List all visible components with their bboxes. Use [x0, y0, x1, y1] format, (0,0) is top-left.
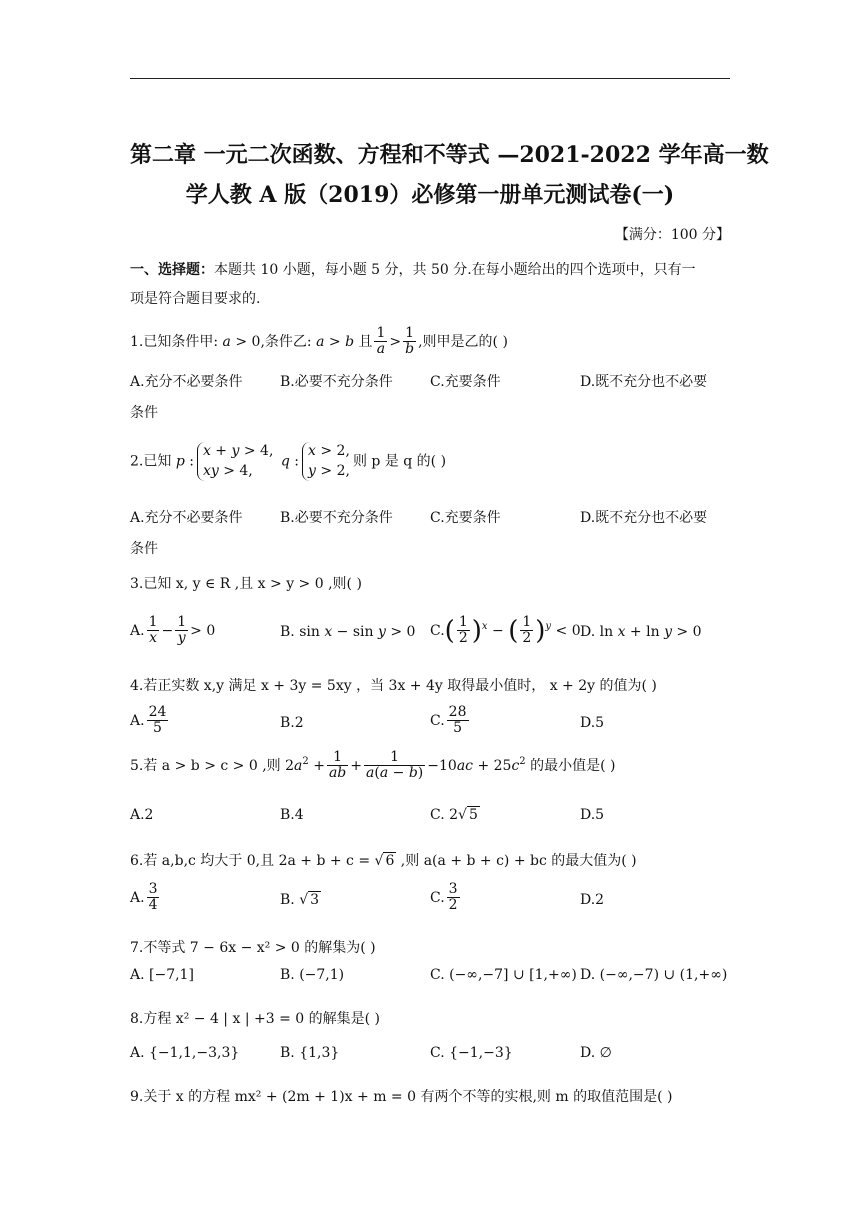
q5-option-d[interactable]: D.5 — [580, 807, 605, 823]
q1-option-b[interactable]: B.必要不充分条件 — [280, 374, 393, 390]
q1-option-d-wrap: 条件 — [130, 405, 158, 421]
question-2-options — [130, 507, 750, 529]
q2-option-d-wrap: 条件 — [130, 541, 158, 557]
q1-option-c[interactable]: C.充要条件 — [430, 374, 501, 390]
q5-suffix: 的最小值是( ) — [525, 757, 616, 774]
q2-prefix: 2.已知 — [130, 453, 176, 470]
exam-title-line1: 第二章 一元二次函数、方程和不等式 —2021-2022 学年高一数 — [130, 142, 769, 168]
q7-option-c[interactable]: C. (−∞,−7] ∪ [1,+∞) — [430, 967, 577, 983]
q2-option-c[interactable]: C.充要条件 — [430, 510, 501, 526]
q8-option-c[interactable]: C. {−1,−3} — [430, 1045, 513, 1061]
question-6-stem: 6.若 a,b,c 均大于 0,且 2a + b + c = √ 6 ,则 a(a + b + c) + bc 的最大值为( ) — [130, 853, 637, 869]
q4-option-a[interactable]: A. $\frac{24}{5}$ — [130, 704, 167, 737]
question-2-stem: 2.已知 p :x + y > 4, xy > 4, q :x > 2, y > 2,则 p 是 q 的( ) — [130, 442, 740, 481]
q1-mid1: ,条件乙: — [260, 333, 317, 350]
section-instructions — [130, 256, 730, 314]
q7-option-d[interactable]: D. (−∞,−7) ∪ (1,+∞) — [580, 967, 728, 983]
question-6-options — [130, 882, 750, 922]
q1-option-a[interactable]: A.充分不必要条件 — [130, 374, 243, 390]
q6-suffix: ,则 a(a + b + c) + bc 的最大值为( ) — [396, 853, 637, 869]
q3-option-a[interactable]: A. $\frac{1}{x}$ − $\frac{1}{y}$ > 0 — [130, 614, 216, 647]
q2-system-q: x > 2, y > 2, — [302, 442, 350, 481]
q7-option-b[interactable]: B. (−7,1) — [280, 967, 345, 983]
section-text-2: 项是符合题目要求的. — [130, 291, 261, 307]
q5-option-a[interactable]: A.2 — [130, 807, 154, 823]
q3-option-d[interactable]: D. ln x + ln y > 0 — [580, 624, 702, 640]
top-rule — [130, 78, 730, 79]
q1-option-d[interactable]: D.既不充分也不必要 — [580, 374, 708, 390]
q8-option-b[interactable]: B. {1,3} — [280, 1045, 340, 1061]
q1-mid2: 且 — [358, 333, 373, 350]
q6-option-d[interactable]: D.2 — [580, 892, 605, 908]
question-3-stem: 3.已知 x, y ∈ R ,且 x > y > 0 ,则( ) — [130, 576, 362, 592]
q2-option-a[interactable]: A.充分不必要条件 — [130, 510, 243, 526]
q4-option-b[interactable]: B.2 — [280, 715, 304, 731]
q2-system-p: x + y > 4, xy > 4, — [197, 442, 273, 481]
q5-prefix: 5.若 a > b > c > 0 ,则 — [130, 757, 286, 774]
question-5-options — [130, 807, 750, 829]
q4-option-c[interactable]: C. $\frac{28}{5}$ — [430, 704, 467, 737]
question-9-stem: 9.关于 x 的方程 mx² + (2m + 1)x + m = 0 有两个不等的实根,则 m 的取值范围是( ) — [130, 1089, 673, 1105]
q1-frac-1-over-b: $\frac{1}{b}$ — [405, 325, 415, 358]
question-5-stem: 5.若 a > b > c > 0 ,则 $2a^2$ + $\frac{1}{ab}$ + $\frac{1}{a(a - b)}$ $-10ac + 25c^2$ 的最小值是( ) — [130, 749, 616, 782]
q2-option-b[interactable]: B.必要不充分条件 — [280, 510, 393, 526]
question-8-options — [130, 1045, 750, 1067]
q1-frac-1-over-a: $\frac{1}{a}$ — [376, 325, 386, 358]
section-label: 一、选择题： — [130, 262, 214, 278]
q6-option-b[interactable]: B. √ 3 — [280, 892, 320, 908]
q5-option-b[interactable]: B.4 — [280, 807, 304, 823]
question-3-options — [130, 615, 750, 655]
q3-option-b[interactable]: B. sin x − sin y > 0 — [280, 624, 416, 640]
q2-suffix: 则 p 是 q 的( ) — [352, 453, 447, 470]
q5-option-c[interactable]: C. 2√ 5 — [430, 807, 478, 823]
q8-option-d[interactable]: D. ∅ — [580, 1045, 612, 1061]
q6-prefix: 6.若 a,b,c 均大于 0,且 2a + b + c = — [130, 853, 375, 869]
question-1-stem: 1.已知条件甲: a > 0,条件乙: a > b 且 $\frac{1}{a}$ > $\frac{1}{b}$ ,则甲是乙的( ) — [130, 325, 508, 358]
question-4-stem: 4.若正实数 x,y 满足 x + 3y = 5xy ，当 3x + 4y 取得最小值时， x + 2y 的值为( ) — [130, 678, 657, 694]
q4-option-d[interactable]: D.5 — [580, 715, 605, 731]
question-1-options — [130, 371, 750, 393]
full-score-label: 【满分：100 分】 — [614, 227, 730, 243]
section-text-1: 本题共 10 小题，每小题 5 分，共 50 分.在每小题给出的四个选项中，只有一 — [214, 262, 696, 278]
q8-option-a[interactable]: A. {−1,1,−3,3} — [130, 1045, 240, 1061]
q6-option-c[interactable]: C. $\frac{3}{2}$ — [430, 881, 458, 914]
question-8-stem: 8.方程 x² − 4 | x | +3 = 0 的解集是( ) — [130, 1011, 380, 1027]
q2-option-d[interactable]: D.既不充分也不必要 — [580, 510, 708, 526]
question-7-options — [130, 967, 750, 989]
q3-option-c[interactable]: C.( $\frac{1}{2}$ )$^x$ − ( $\frac{1}{2}$ )$^y$ < 0 — [430, 614, 581, 647]
q7-option-a[interactable]: A. [−7,1] — [130, 967, 194, 983]
question-7-stem: 7.不等式 7 − 6x − x² > 0 的解集为( ) — [130, 940, 376, 956]
q1-prefix: 1.已知条件甲: — [130, 333, 223, 350]
question-4-options — [130, 705, 750, 745]
q1-suffix: ,则甲是乙的( ) — [418, 333, 508, 350]
q6-option-a[interactable]: A. $\frac{3}{4}$ — [130, 881, 158, 914]
exam-title-line2: 学人教 A 版（2019）必修第一册单元测试卷(一) — [185, 182, 675, 208]
